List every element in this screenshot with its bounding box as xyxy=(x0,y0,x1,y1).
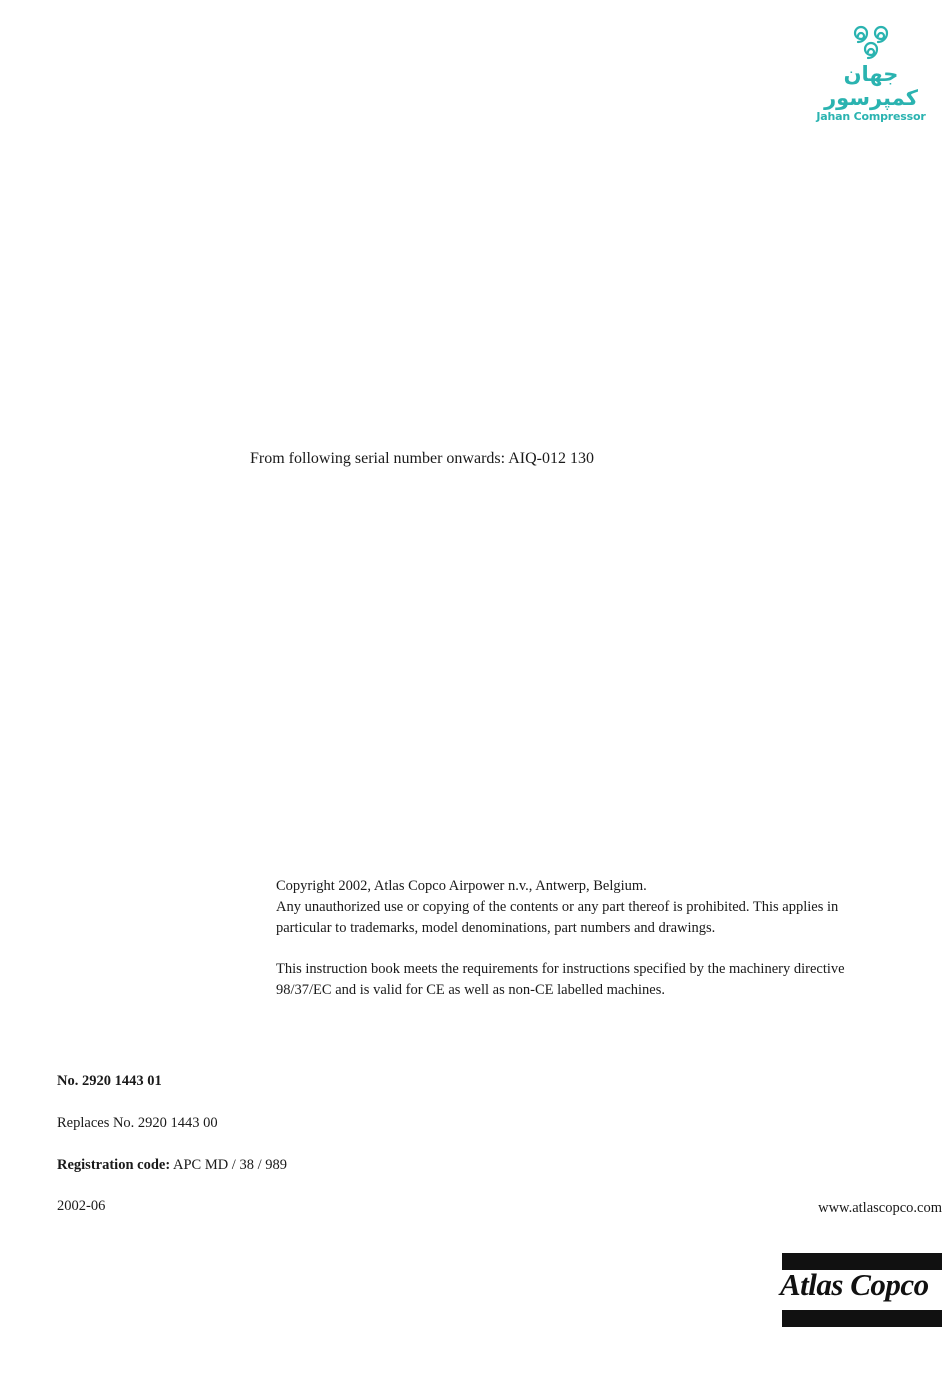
logo-bottom-bar xyxy=(782,1310,942,1327)
atlas-copco-logo xyxy=(782,1253,942,1327)
logo-name-persian: جهان کمپرسور xyxy=(824,62,918,110)
copyright-line: Copyright 2002, Atlas Copco Airpower n.v., Antwerp, Belgium. xyxy=(276,878,647,894)
directive-statement: This instruction book meets the requirements for instructions specified by the machinery directive 98/37/EC and is valid for CE as well as non-CE labelled machines. xyxy=(276,961,845,998)
logo-name-english: Jahan Compressor xyxy=(816,110,926,123)
document-number: No. 2920 1443 01 xyxy=(57,1073,162,1089)
registration-code-value: APC MD / 38 / 989 xyxy=(172,1157,287,1173)
registration-code-label: Registration code: xyxy=(57,1157,171,1173)
publication-date: 2002-06 xyxy=(57,1198,106,1214)
jahan-compressor-logo xyxy=(812,24,930,123)
logo-wordmark: Atlas Copco xyxy=(780,1267,929,1302)
serial-number-statement: From following serial number onwards: AIQ-012 130 xyxy=(250,450,594,467)
copyright-restriction: Any unauthorized use or copying of the contents or any part thereof is prohibited. This applies in particular to trademarks, model denominations, part numbers and drawings. xyxy=(276,899,839,936)
registration-code xyxy=(57,1157,287,1174)
triple-spiral-icon xyxy=(848,24,894,64)
website-link[interactable]: www.atlascopco.com xyxy=(818,1200,942,1216)
replaces-number: Replaces No. 2920 1443 00 xyxy=(57,1115,218,1131)
copyright-notice xyxy=(276,876,896,1001)
